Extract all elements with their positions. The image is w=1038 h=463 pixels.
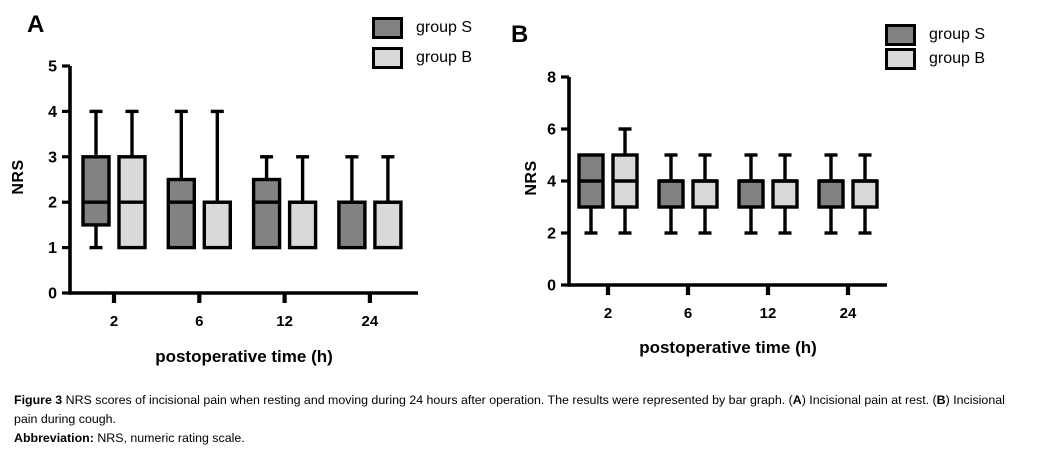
legend-label-group-s: group S xyxy=(929,26,986,43)
y-tick-label: 2 xyxy=(547,225,556,243)
y-tick-label: 4 xyxy=(547,173,556,191)
box-groupS-24h xyxy=(339,202,365,247)
x-category-label: 12 xyxy=(759,305,777,322)
x-category-label: 2 xyxy=(109,313,119,330)
y-tick-label: 4 xyxy=(48,103,57,121)
x-category-label: 24 xyxy=(839,305,857,322)
caption-segment: NRS, numeric rating scale. xyxy=(97,431,245,446)
x-category-label: 24 xyxy=(361,313,379,330)
figure-caption xyxy=(14,391,1024,449)
panel-a-letter: A xyxy=(27,11,45,38)
legend-label-group-b: group B xyxy=(929,50,986,67)
y-tick-label: 0 xyxy=(48,285,57,303)
caption-abbreviation-text xyxy=(14,429,1024,448)
box-groupS-6h xyxy=(659,181,683,207)
y-tick-label: 2 xyxy=(48,194,57,212)
y-tick-label: 8 xyxy=(547,69,556,87)
box-groupB-12h xyxy=(773,181,797,207)
y-tick-label: 0 xyxy=(547,277,556,295)
box-groupB-24h xyxy=(853,181,877,207)
caption-segment: NRS scores of incisional pain when resting and moving during 24 hours after operation. The results were represented by bar graph. ( xyxy=(65,393,793,407)
legend-entry-group-s xyxy=(885,24,985,46)
panel-a-plot xyxy=(48,59,418,331)
caption-segment: Abbreviation: xyxy=(14,431,98,446)
legend-panel-a xyxy=(372,17,472,77)
y-tick-label: 1 xyxy=(48,240,57,258)
x-category-label: 2 xyxy=(603,305,613,322)
legend-entry-group-b xyxy=(885,48,985,70)
legend-swatch-group-b xyxy=(372,47,403,69)
panel-a-y-axis-label: NRS xyxy=(10,159,27,195)
caption-main-text xyxy=(14,391,1024,429)
y-tick-label: 5 xyxy=(48,58,57,76)
legend-entry-group-b xyxy=(372,47,472,69)
legend-swatch-group-b xyxy=(885,48,916,70)
panel-b-letter: B xyxy=(511,21,529,48)
y-tick-label: 3 xyxy=(48,149,57,167)
legend-entry-group-s xyxy=(372,17,472,39)
box-groupB-24h xyxy=(375,202,401,247)
panel-b-x-axis-label: postoperative time (h) xyxy=(639,338,817,357)
y-tick-label: 6 xyxy=(547,121,556,139)
legend-swatch-group-s xyxy=(372,17,403,39)
legend-label-group-s: group S xyxy=(416,19,473,36)
box-groupS-2h xyxy=(83,157,109,225)
caption-segment: B xyxy=(936,393,946,407)
box-groupS-12h xyxy=(739,181,763,207)
legend-label-group-b: group B xyxy=(416,49,473,66)
legend-panel-b xyxy=(885,24,985,72)
x-category-label: 12 xyxy=(276,313,293,330)
legend-swatch-group-s xyxy=(885,24,916,46)
box-groupB-6h xyxy=(693,181,717,207)
box-groupS-12h xyxy=(254,180,280,248)
caption-segment: A xyxy=(792,393,802,407)
x-category-label: 6 xyxy=(195,313,204,330)
panel-b-plot xyxy=(547,70,887,323)
panel-a-x-axis-label: postoperative time (h) xyxy=(155,347,333,366)
panel-b-y-axis-label: NRS xyxy=(523,160,540,196)
caption-segment: ) Incisional pain during cough. xyxy=(14,393,1005,427)
box-groupB-12h xyxy=(290,202,316,247)
box-groupS-6h xyxy=(168,180,194,248)
caption-segment: Figure 3 xyxy=(14,393,66,407)
x-category-label: 6 xyxy=(683,305,693,322)
caption-segment: ) Incisional pain at rest. ( xyxy=(801,393,937,407)
box-groupS-24h xyxy=(819,181,843,207)
box-groupB-6h xyxy=(204,202,230,247)
